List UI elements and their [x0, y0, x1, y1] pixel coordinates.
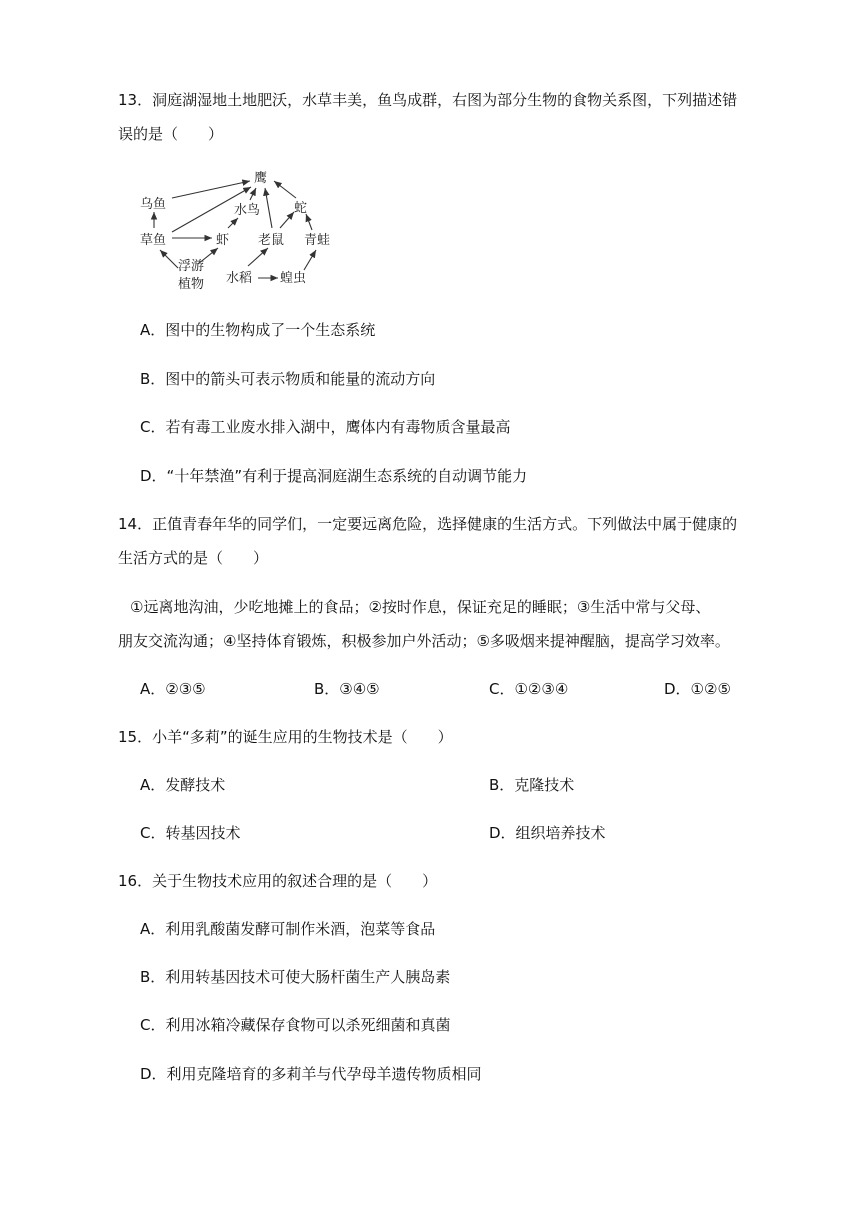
q13-stem-line1: 13．洞庭湖湿地土地肥沃，水草丰美，鱼鸟成群，右图为部分生物的食物关系图，下列描述错: [118, 91, 738, 109]
arrow-snake-eagle: [274, 181, 296, 198]
label-mouse: 老鼠: [258, 233, 285, 248]
q15-option-a[interactable]: A．发酵技术: [140, 776, 226, 794]
arrow-rice-mouse: [248, 248, 268, 266]
label-locust: 蝗虫: [280, 271, 307, 286]
q14-items-line1: ①远离地沟油，少吃地摊上的食品；②按时作息，保证充足的睡眠；③生活中常与父母、: [130, 598, 711, 616]
q15-stem: 15．小羊“多莉”的诞生应用的生物技术是（ ）: [118, 728, 453, 746]
q14-option-a[interactable]: A．②③⑤: [140, 680, 206, 698]
q15-option-b[interactable]: B．克隆技术: [489, 776, 575, 794]
q13-option-c[interactable]: C．若有毒工业废水排入湖中，鹰体内有毒物质含量最高: [140, 418, 511, 436]
arrow-mouse-eagle: [265, 188, 272, 228]
q16-option-a[interactable]: A．利用乳酸菌发酵可制作米酒，泡菜等食品: [140, 920, 436, 938]
q15-option-c[interactable]: C．转基因技术: [140, 824, 241, 842]
arrow-locust-frog: [304, 250, 316, 270]
arrow-shrimp-waterbird: [228, 218, 238, 228]
q13-option-a[interactable]: A．图中的生物构成了一个生态系统: [140, 321, 376, 339]
arrow-mouse-snake: [280, 212, 294, 228]
q16-option-c[interactable]: C．利用冰箱冷藏保存食物可以杀死细菌和真菌: [140, 1016, 451, 1034]
q13-option-b[interactable]: B．图中的箭头可表示物质和能量的流动方向: [140, 370, 436, 388]
q14-stem-line1: 14．正值青春年华的同学们，一定要远离危险，选择健康的生活方式。下列做法中属于健康的: [118, 515, 738, 533]
q13-option-d[interactable]: D．“十年禁渔”有利于提高洞庭湖生态系统的自动调节能力: [140, 467, 528, 485]
q14-option-d[interactable]: D．①②⑤: [664, 680, 731, 698]
label-grasscarp: 草鱼: [140, 233, 167, 248]
food-web-diagram: [132, 162, 342, 296]
arrow-frog-snake: [306, 214, 312, 230]
label-frog: 青蛙: [304, 233, 331, 248]
q13-stem-line2: 误的是（ ）: [118, 125, 224, 143]
q14-items-line2: 朋友交流沟通；④坚持体育锻炼，积极参加户外活动；⑤多吸烟来提神醒脑，提高学习效率。: [118, 632, 730, 650]
label-shrimp: 虾: [216, 233, 230, 248]
q15-option-d[interactable]: D．组织培养技术: [489, 824, 606, 842]
q14-option-c[interactable]: C．①②③④: [489, 680, 569, 698]
label-rice: 水稻: [226, 271, 253, 286]
arrow-waterbird-eagle: [250, 188, 256, 200]
label-waterbird: 水鸟: [234, 203, 261, 218]
q16-option-b[interactable]: B．利用转基因技术可使大肠杆菌生产人胰岛素: [140, 968, 451, 986]
label-eagle: 鹰: [254, 171, 268, 186]
q16-option-d[interactable]: D．利用克隆培育的多莉羊与代孕母羊遗传物质相同: [140, 1065, 482, 1083]
q14-stem-line2: 生活方式的是（ ）: [118, 549, 269, 567]
arrow-plankton-grasscarp: [160, 250, 178, 268]
label-plankton-1: 浮游: [178, 259, 205, 274]
label-snake: 蛇: [294, 201, 308, 216]
label-plankton-2: 植物: [178, 277, 205, 292]
arrow-blackfish-eagle: [172, 181, 250, 198]
q16-stem: 16．关于生物技术应用的叙述合理的是（ ）: [118, 872, 438, 890]
q14-option-b[interactable]: B．③④⑤: [314, 680, 380, 698]
label-blackfish: 乌鱼: [140, 197, 167, 212]
